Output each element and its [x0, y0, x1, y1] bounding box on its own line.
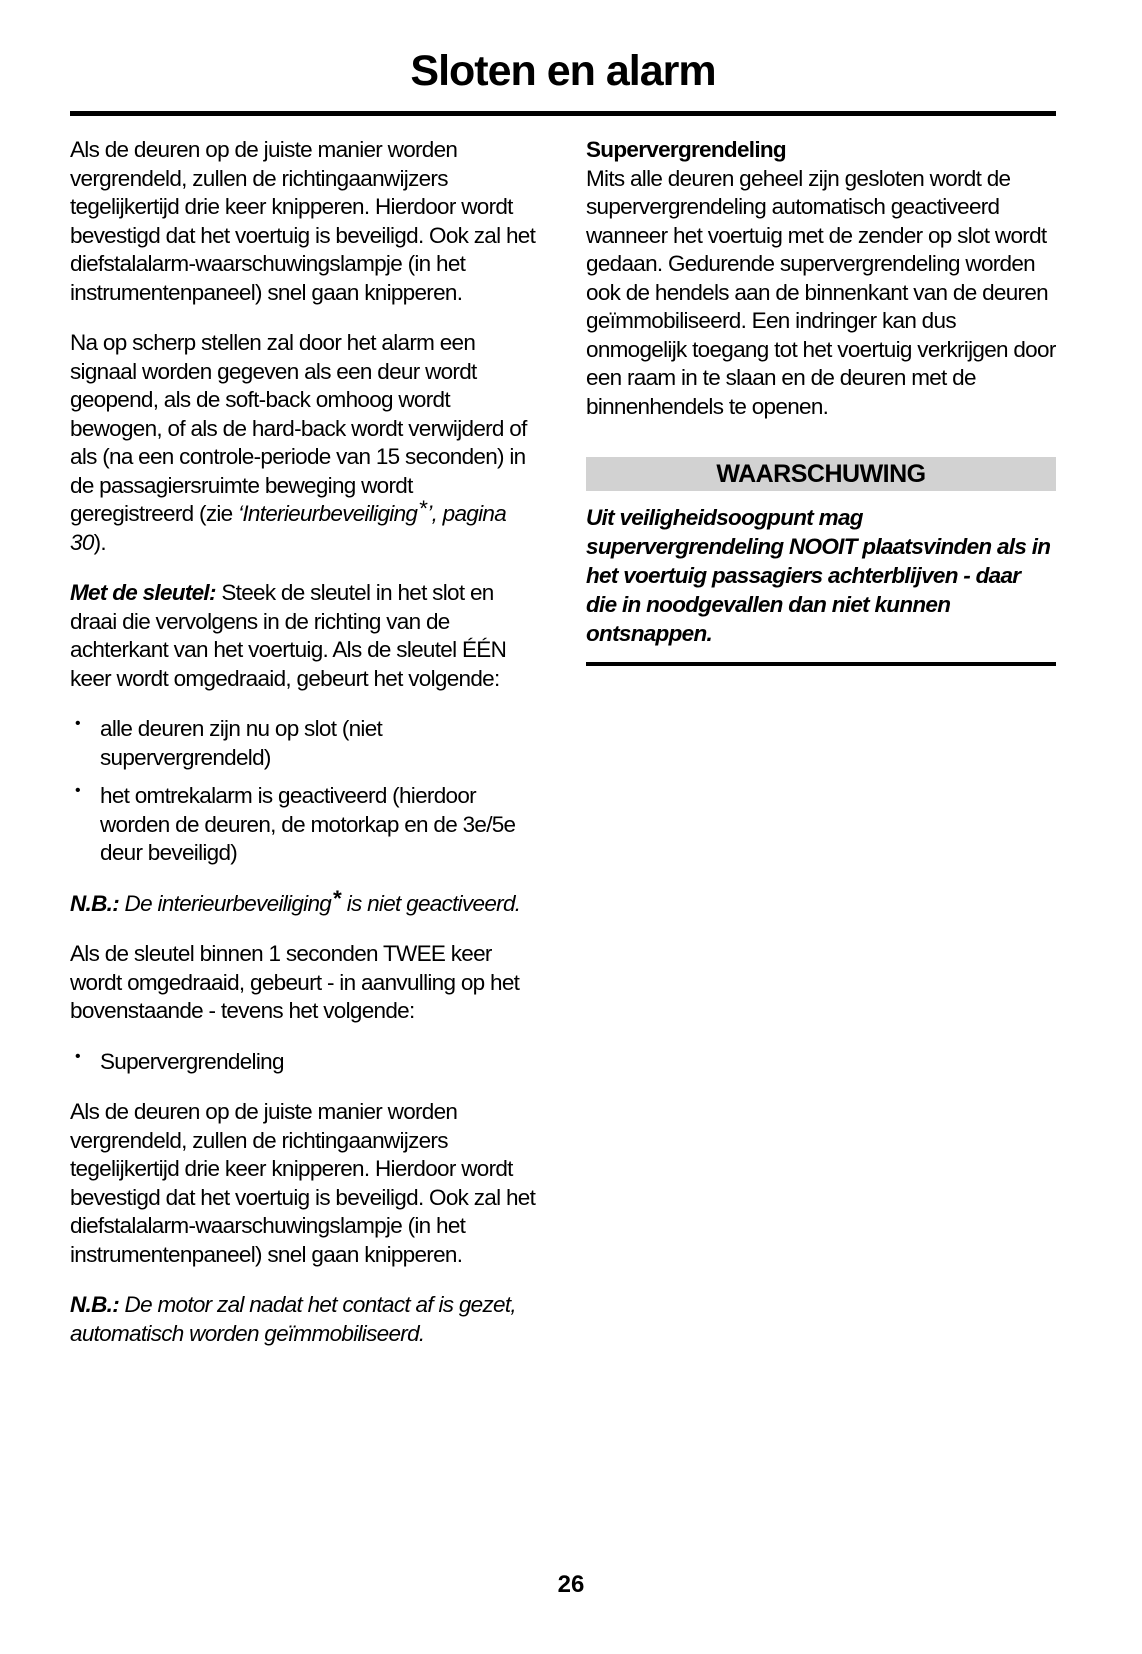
paragraph-alarm-triggers-text: Na op scherp stellen zal door het alarm een signaal worden gegeven als een deur wordt geopend, als de soft-back omhoog wordt bewogen, of als de hard-back wordt verwijderd of als (na een controle-periode van 15 seconden) in de passagiersruimte beweging wordt geregistreerd (zie	[70, 330, 527, 527]
list-item-perimeter-alarm	[70, 782, 540, 868]
page-title: Sloten en alarm	[410, 47, 716, 95]
title-rule	[70, 111, 1056, 116]
two-column-layout	[70, 136, 1056, 1370]
warning-body-text: Uit veiligheidsoogpunt mag supervergrendeling NOOIT plaatsvinden als in het voertuig passagiers achterblijven - daar die in noodgevallen dan niet kunnen ontsnappen.	[586, 505, 1051, 647]
page-reference: ’, pagina 30	[70, 501, 507, 555]
bullet-marker: •	[75, 715, 81, 733]
warning-header-bar	[586, 457, 1056, 491]
note-interior-protection	[70, 885, 540, 919]
paragraph-with-key	[70, 579, 540, 693]
interior-protection-reference: ‘Interieurbeveiliging	[238, 501, 418, 527]
paragraph-alarm-triggers-end: ).	[93, 529, 106, 555]
paragraph-lock-confirmation: Als de deuren op de juiste manier worden vergrendeld, zullen de richtingaanwijzers tegelijkertijd drie keer knipperen. Hierdoor wordt bevestigd dat het voertuig is beveiligd. Ook zal het diefstalalarm-waarschuwingslampje (in het instrumentenpaneel) snel gaan knipperen.	[70, 137, 536, 305]
bullet-text-doors-locked: alle deuren zijn nu op slot (niet supervergrendeld)	[100, 716, 383, 770]
note-label: N.B.:	[70, 890, 119, 916]
note-text-end: is niet geactiveerd.	[341, 890, 521, 916]
warning-title: WAARSCHUWING	[716, 459, 926, 488]
warning-box	[586, 457, 1056, 666]
list-item-doors-locked	[70, 715, 540, 772]
with-key-label: Met de sleutel:	[70, 580, 216, 606]
bullet-marker: •	[75, 782, 81, 800]
warning-bottom-rule	[586, 662, 1056, 666]
bullet-text-perimeter-alarm: het omtrekalarm is geactiveerd (hierdoor worden de deuren, de motorkap en de 3e/5e deur beveiligd)	[100, 783, 516, 866]
asterisk-mark: *	[332, 885, 341, 911]
note-text: De interieurbeveiliging	[119, 890, 332, 916]
note-label: N.B.:	[70, 1292, 119, 1318]
key-turn-once-list	[70, 715, 540, 868]
list-item-superlocking	[70, 1048, 540, 1077]
paragraph-superlocking-description: Mits alle deuren geheel zijn gesloten wordt de supervergrendeling automatisch geactiveerd wanneer het voertuig met de zender op slot wordt gedaan. Gedurende supervergrendeling worden ook de hendels aan de binnenkant van de deuren geïmmobiliseerd. Een indringer kan dus onmogelijk toegang tot het voertuig verkrijgen door een raam in te slaan en de deuren met de binnenhendels te openen.	[586, 165, 1056, 419]
bullet-marker: •	[75, 1047, 81, 1065]
note-text: De motor zal nadat het contact af is gezet, automatisch worden geïmmobiliseerd.	[70, 1292, 516, 1346]
paragraph-alarm-triggers	[70, 329, 540, 557]
bullet-text-superlocking: Supervergrendeling	[100, 1048, 284, 1074]
key-turn-twice-list	[70, 1048, 540, 1077]
section-heading-superlocking: Supervergrendeling	[586, 137, 786, 163]
with-key-text: Steek de sleutel in het slot en draai die vervolgens in de richting van de achterkant van het voertuig. Als de sleutel ÉÉN keer wordt omgedraaid, gebeurt het volgende:	[70, 580, 507, 691]
note-engine-immobilised	[70, 1291, 540, 1348]
page-number: 26	[557, 1571, 585, 1598]
paragraph-lock-confirmation-repeat: Als de deuren op de juiste manier worden vergrendeld, zullen de richtingaanwijzers tegelijkertijd drie keer knipperen. Hierdoor wordt bevestigd dat het voertuig is beveiligd. Ook zal het diefstalalarm-waarschuwingslampje (in het instrumentenpaneel) snel gaan knipperen.	[70, 1099, 536, 1267]
paragraph-key-twice: Als de sleutel binnen 1 seconden TWEE keer wordt omgedraaid, gebeurt - in aanvulling op het bovenstaande - tevens het volgende:	[70, 941, 520, 1024]
page-content	[70, 0, 1056, 1370]
asterisk-mark: *	[418, 496, 427, 522]
right-column	[586, 136, 1056, 1370]
left-column	[70, 136, 540, 1370]
